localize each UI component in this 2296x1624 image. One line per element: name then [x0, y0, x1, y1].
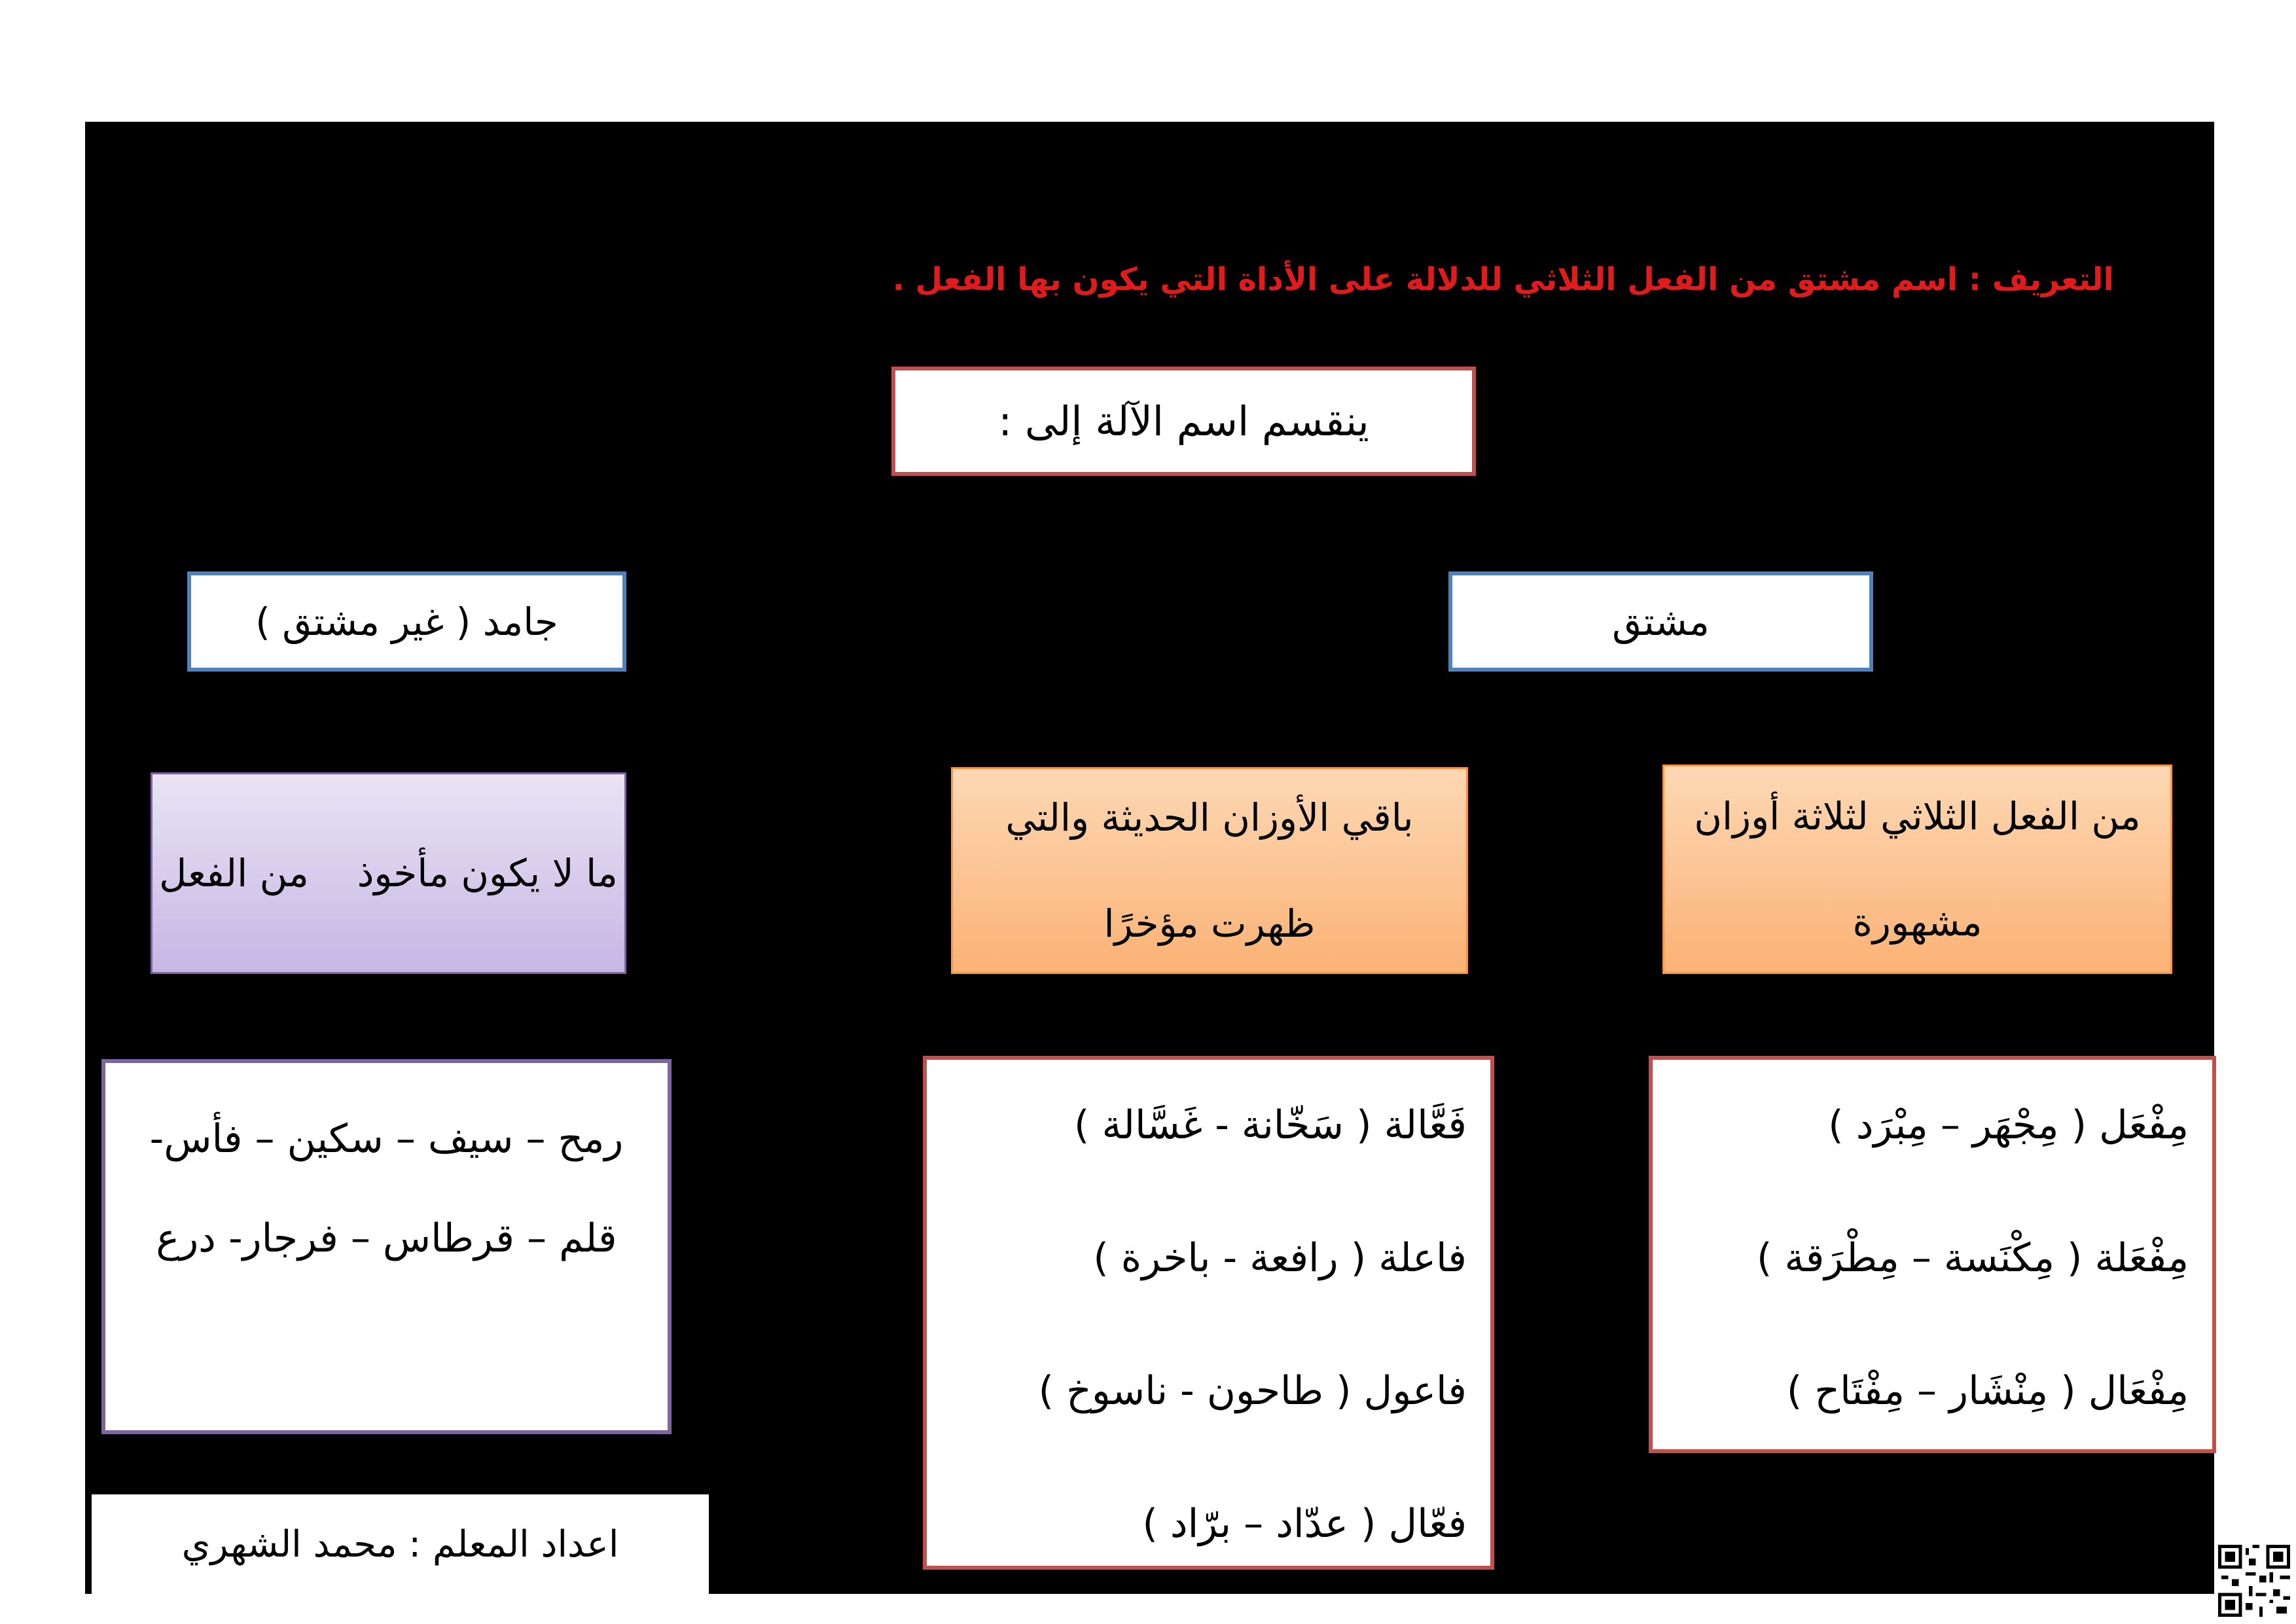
- list-item: مِفْعَلة ( مِكْنَسة – مِطْرَقة ): [1756, 1235, 2189, 1281]
- modern-forms-list: [923, 1056, 1494, 1570]
- title-text: ينقسم اسم الآلة إلى :: [998, 397, 1369, 445]
- list-item: فَعَّالة ( سَخّانة - غَسَّالة ): [1074, 1102, 1467, 1148]
- title-box: [891, 367, 1476, 476]
- author-credit: [92, 1494, 709, 1594]
- list-item: مِفْعَل ( مِجْهَر – مِبْرَد ): [1828, 1102, 2189, 1148]
- triliteral-subcategory-label: من الفعل الثلاثي لثلاثة أوزان مشهورة: [1694, 794, 2141, 945]
- rigid-category-box: [187, 571, 626, 672]
- definition-text: التعريف : اسم مشتق من الفعل الثلاثي للدلالة على الأداة التي يكون بها الفعل .: [892, 261, 2114, 298]
- triliteral-subcategory-box: [1662, 765, 2172, 974]
- rigid-examples-box: [101, 1059, 672, 1434]
- modern-subcategory-label: باقي الأوزان الحديثة والتي ظهرت مؤخرًا: [1005, 795, 1414, 946]
- rigid-examples-text: رمح – سيف – سكين – فأس- قلم – قرطاس – فرجار- درع: [149, 1116, 624, 1261]
- derived-category-label: مشتق: [1612, 599, 1710, 644]
- list-item: فاعول ( طاحون - ناسوخ ): [1038, 1368, 1467, 1414]
- triliteral-forms-list: [1649, 1056, 2216, 1453]
- not-from-verb-label: ما لا يكون مأخوذ من الفعل: [159, 851, 618, 895]
- derived-category-box: [1448, 571, 1873, 672]
- list-item: فعّال ( عدّاد – برّاد ): [1142, 1501, 1467, 1547]
- rigid-category-label: جامد ( غير مشتق ): [255, 599, 558, 644]
- not-from-verb-box: [151, 772, 626, 974]
- modern-subcategory-box: [951, 767, 1468, 974]
- list-item: فاعلة ( رافعة - باخرة ): [1093, 1235, 1467, 1281]
- qr-code-icon: [2218, 1545, 2290, 1617]
- list-item: مِفْعَال ( مِنْشَار – مِفْتَاح ): [1786, 1368, 2189, 1414]
- author-text: اعداد المعلم : محمد الشهري: [181, 1523, 619, 1566]
